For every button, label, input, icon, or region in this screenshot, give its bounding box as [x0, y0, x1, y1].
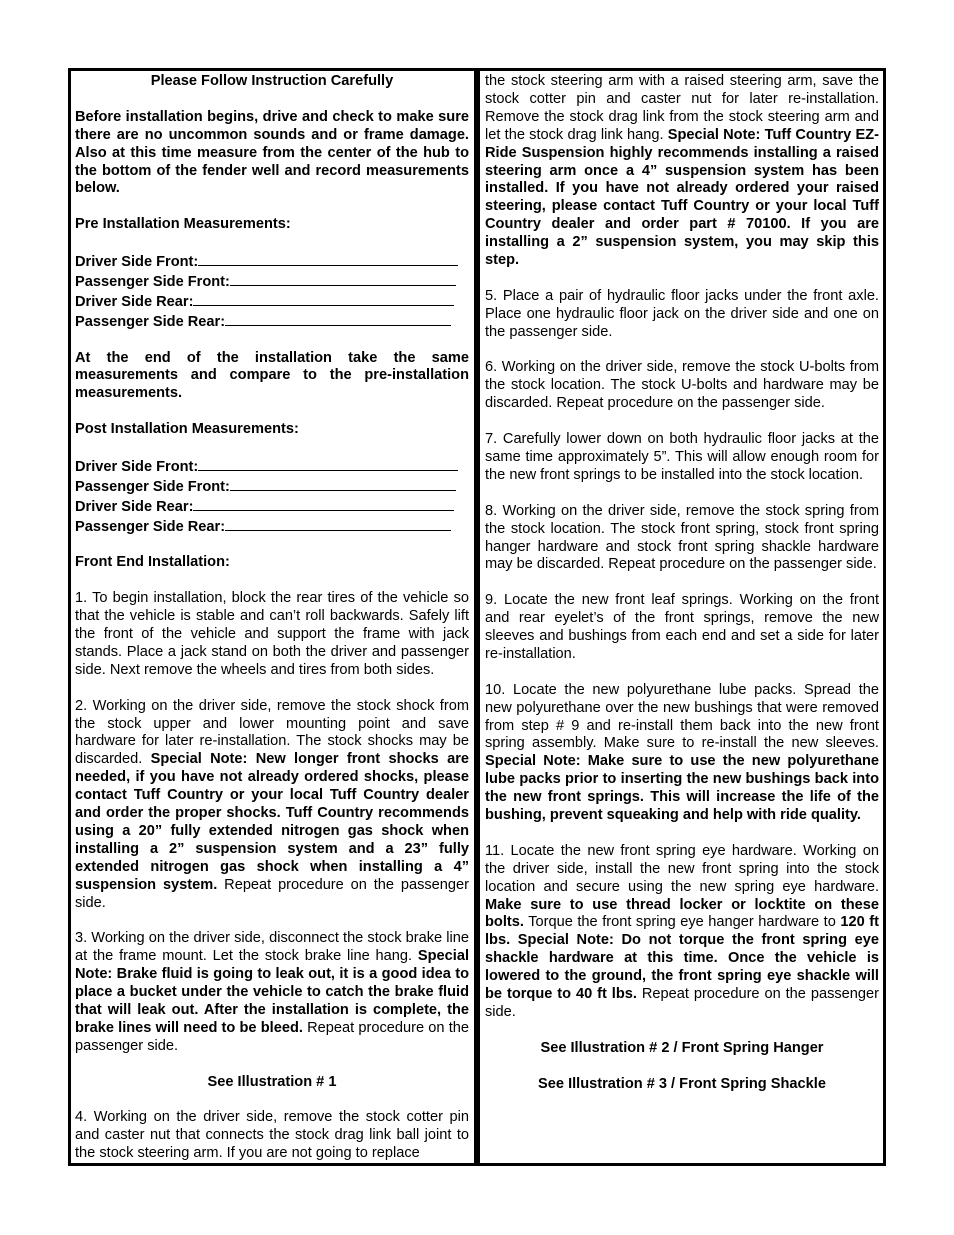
fill-line	[198, 252, 458, 266]
step-3-special-note: Special Note: Brake fluid is going to leak out, it is a good idea to place a bucket under the vehicle to catch the brake fluid that will leak out. After the installation is complete, the brake lines will need to be bleed.	[75, 948, 469, 1036]
step-1: 1. To begin installation, block the rear tires of the vehicle so that the vehicle is stable and can’t roll backwards. Safely lift the front of the vehicle and support the frame with jack stands. Place a jack stand on both the driver and passenger side. Next remove the wheels and tires from both sides.	[75, 590, 469, 678]
fill-line	[198, 457, 458, 471]
pre-passenger-rear-field[interactable]: Passenger Side Rear:	[75, 312, 469, 332]
post-passenger-rear-field[interactable]: Passenger Side Rear:	[75, 517, 469, 537]
right-column	[485, 73, 879, 1111]
post-installation-heading: Post Installation Measurements:	[75, 421, 299, 438]
fill-line	[193, 497, 454, 511]
compare-paragraph: At the end of the installation take the same measurements and compare to the pre-installation measurements.	[75, 349, 469, 402]
left-column	[75, 73, 469, 1181]
intro-paragraph: Before installation begins, drive and check to make sure there are no uncommon sounds and or frame damage. Also at this time measure from the center of the hub to the bottom of the fender well and record measurements below.	[75, 108, 469, 197]
step-8: 8. Working on the driver side, remove the stock spring from the stock location. The stock front spring, stock front spring hanger hardware and stock front spring shackle hardware may be discarded. Repeat procedure on the passenger side.	[485, 502, 879, 573]
fill-line	[230, 477, 456, 491]
step-4-continued: the stock steering arm with a raised steering arm, save the stock cotter pin and caster nut for later re-installation. Remove the stock drag link from the stock steering arm and let the stock drag link hang. Special Note: Tuff Country EZ-Ride Suspension highly recommends installing a raised steering arm once a 4” suspension system has been installed. If you have not already ordered your raised steering, please contact Tuff Country or your local Tuff Country dealer and order part # 70100. If you are installing a 2” suspension system, you may skip this step.	[485, 73, 880, 269]
instruction-title: Please Follow Instruction Carefully	[150, 73, 394, 89]
front-end-heading: Front End Installation:	[75, 554, 230, 571]
pre-passenger-front-field[interactable]: Passenger Side Front:	[75, 272, 469, 292]
step-2-special-note: Special Note: New longer front shocks are needed, if you have not already ordered shocks, please contact Tuff Country or your local Tuff Country dealer and order the proper shocks. Tuff Country recommends using a 20” fully extended nitrogen gas shock when installing a 2” suspension system and a 23” fully extended nitrogen gas shock when installing a 4” suspension system.	[75, 751, 469, 893]
step-6: 6. Working on the driver side, remove the stock U-bolts from the stock location. The stock U-bolts and hardware may be discarded. Repeat procedure on the passenger side.	[485, 359, 879, 412]
fill-line	[193, 292, 454, 306]
step-10-special-note: Special Note: Make sure to use the new polyurethane lube packs prior to inserting the new bushings back into the new front springs. This will increase the life of the bushing, prevent squeaking and help with ride quality.	[485, 753, 879, 824]
step-10: 10. Locate the new polyurethane lube packs. Spread the new polyurethane over the new bushings that were removed from step # 9 and re-install them back into the new front spring assembly. Make sure to re-install the new sleeves. Special Note: Make sure to use the new polyurethane lube packs prior to inserting the new bushings back into the new front springs. This will increase the life of the bushing, prevent squeaking and help with ride quality.	[485, 681, 879, 824]
post-passenger-front-field[interactable]: Passenger Side Front:	[75, 477, 469, 497]
step-9: 9. Locate the new front leaf springs. Working on the front and rear eyelet’s of the front springs, remove the new sleeves and bushings from each end and set a side for later re-installation.	[485, 592, 879, 662]
see-illustration-3: See Illustration # 3 / Front Spring Shackle	[538, 1075, 826, 1092]
fill-line	[225, 312, 451, 326]
step-3: 3. Working on the driver side, disconnect the stock brake line at the frame mount. Let the stock brake line hang. Special Note: Brake fluid is going to leak out, it is a good idea to place a bucket under the vehicle to catch the brake fluid that will leak out. After the installation is complete, the brake lines will need to be bleed. Repeat procedure on the passenger side.	[75, 930, 469, 1054]
pre-driver-front-field[interactable]: Driver Side Front:	[75, 252, 469, 272]
pre-installation-heading: Pre Installation Measurements:	[75, 216, 291, 233]
post-driver-rear-field[interactable]: Driver Side Rear:	[75, 497, 469, 517]
pre-driver-rear-field[interactable]: Driver Side Rear:	[75, 292, 469, 312]
post-driver-front-field[interactable]: Driver Side Front:	[75, 457, 469, 477]
step-7: 7. Carefully lower down on both hydraulic floor jacks at the same time approximately 5”. This will allow enough room for the new front springs to be installed into the stock location.	[485, 431, 879, 483]
step-11: 11. Locate the new front spring eye hardware. Working on the driver side, install the new front spring into the stock location and secure using the new spring eye hardware. Make sure to use thread locker or locktite on these bolts. Torque the front spring eye hanger hardware to 120 ft lbs. Special Note: Do not torque the front spring eye shackle hardware at this time. Once the vehicle is lowered to the ground, the front spring eye shackle will be torque to 40 ft lbs. Repeat procedure on the passenger side.	[485, 842, 880, 1021]
step-4: 4. Working on the driver side, remove the stock cotter pin and caster nut that connects the stock drag link ball joint to the stock steering arm. If you are not going to replace	[75, 1109, 469, 1162]
fill-line	[225, 517, 451, 531]
see-illustration-2: See Illustration # 2 / Front Spring Hanger	[540, 1039, 824, 1056]
column-divider	[474, 68, 480, 1166]
fill-line	[230, 272, 456, 286]
step-11-special-note: 120 ft lbs. Special Note: Do not torque the front spring eye shackle hardware at this time. Once the vehicle is lowered to the ground, the front spring eye shackle will be torque to 40 ft lbs.	[485, 914, 880, 1003]
see-illustration-1: See Illustration # 1	[207, 1073, 337, 1090]
steering-special-note: Special Note: Tuff Country EZ-Ride Suspension highly recommends installing a raised steering arm once a 4” suspension system has been installed. If you have not already ordered your raised steering, please contact Tuff Country or your local Tuff Country dealer and order part # 70100. If you are installing a 2” suspension system, you may skip this step.	[485, 126, 880, 269]
step-5: 5. Place a pair of hydraulic floor jacks under the front axle. Place one hydraulic floor jack on the driver side and one on the passenger side.	[485, 287, 879, 340]
step-2: 2. Working on the driver side, remove the stock shock from the stock upper and lower mounting point and save hardware for later re-installation. The stock shocks may be discarded. Special Note: New longer front shocks are needed, if you have not already ordered shocks, please contact Tuff Country or your local Tuff Country dealer and order the proper shocks. Tuff Country recommends using a 20” fully extended nitrogen gas shock when installing a 2” suspension system and a 23” fully extended nitrogen gas shock when installing a 4” suspension system. Repeat procedure on the passenger side.	[75, 697, 470, 911]
